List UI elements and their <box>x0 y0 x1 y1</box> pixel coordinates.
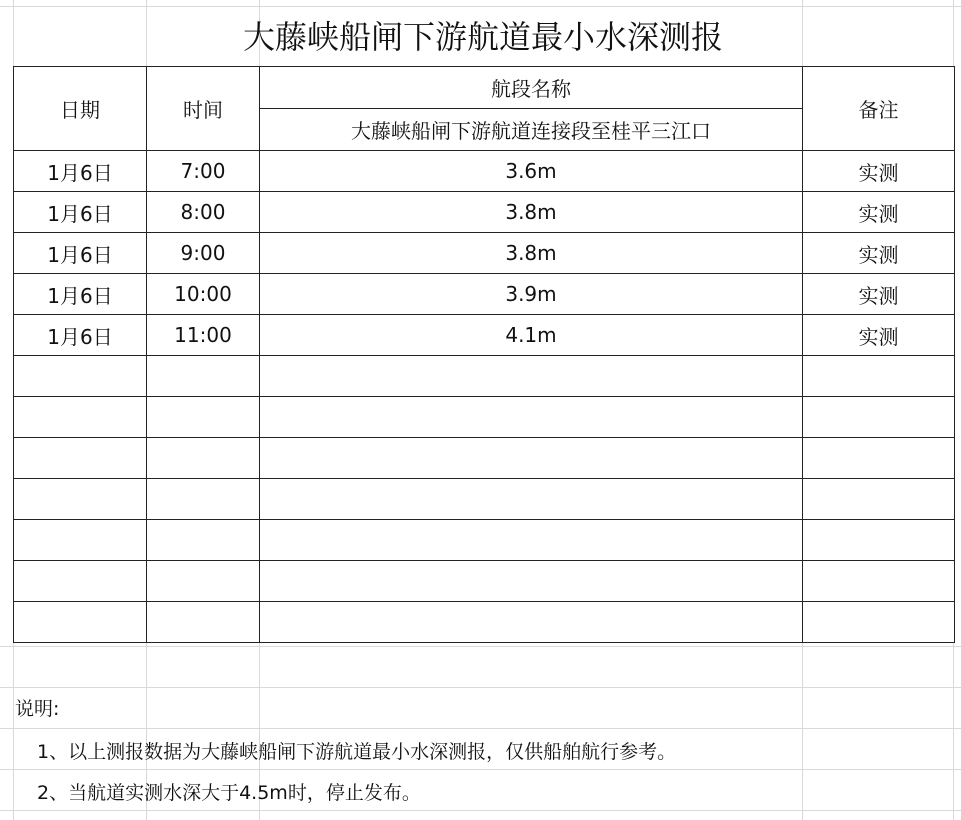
grid-line <box>0 810 961 811</box>
empty-cell[interactable] <box>147 356 260 397</box>
empty-cell[interactable] <box>147 520 260 561</box>
cell-remark[interactable]: 实测 <box>803 151 955 192</box>
grid-line <box>0 6 961 7</box>
grid-line <box>0 646 961 647</box>
empty-cell[interactable] <box>14 479 147 520</box>
empty-cell[interactable] <box>803 520 955 561</box>
table-row <box>14 233 955 274</box>
cell-date[interactable]: 1月6日 <box>14 274 147 315</box>
header-remark[interactable]: 备注 <box>803 67 955 151</box>
empty-cell[interactable] <box>260 397 803 438</box>
table-row <box>14 192 955 233</box>
cell-time[interactable]: 7:00 <box>147 151 260 192</box>
report-title: 大藤峡船闸下游航道最小水深测报 <box>242 18 723 56</box>
depth-report-table <box>13 66 955 643</box>
empty-row <box>14 479 955 520</box>
note-item: 2、当航道实测水深大于4.5m时，停止发布。 <box>37 782 421 804</box>
cell-remark[interactable]: 实测 <box>803 192 955 233</box>
empty-cell[interactable] <box>260 479 803 520</box>
cell-depth[interactable]: 3.9m <box>260 274 803 315</box>
empty-row <box>14 520 955 561</box>
header-date[interactable]: 日期 <box>14 67 147 151</box>
empty-cell[interactable] <box>803 602 955 643</box>
empty-cell[interactable] <box>14 438 147 479</box>
empty-cell[interactable] <box>147 561 260 602</box>
empty-cell[interactable] <box>803 438 955 479</box>
header-time[interactable]: 时间 <box>147 67 260 151</box>
notes-title: 说明: <box>15 698 60 720</box>
empty-row <box>14 397 955 438</box>
empty-cell[interactable] <box>14 602 147 643</box>
empty-cell[interactable] <box>14 356 147 397</box>
cell-depth[interactable]: 3.6m <box>260 151 803 192</box>
header-segment-name[interactable]: 大藤峡船闸下游航道连接段至桂平三江口 <box>260 109 803 151</box>
table-row <box>14 315 955 356</box>
cell-remark[interactable]: 实测 <box>803 274 955 315</box>
empty-cell[interactable] <box>14 561 147 602</box>
table-row <box>14 274 955 315</box>
table-row <box>14 151 955 192</box>
empty-cell[interactable] <box>14 520 147 561</box>
cell-date[interactable]: 1月6日 <box>14 315 147 356</box>
cell-time[interactable]: 9:00 <box>147 233 260 274</box>
empty-cell[interactable] <box>803 479 955 520</box>
empty-cell[interactable] <box>260 520 803 561</box>
cell-date[interactable]: 1月6日 <box>14 192 147 233</box>
empty-cell[interactable] <box>147 438 260 479</box>
empty-cell[interactable] <box>260 438 803 479</box>
empty-row <box>14 561 955 602</box>
cell-time[interactable]: 10:00 <box>147 274 260 315</box>
empty-cell[interactable] <box>147 479 260 520</box>
empty-row <box>14 356 955 397</box>
cell-depth[interactable]: 3.8m <box>260 233 803 274</box>
cell-time[interactable]: 8:00 <box>147 192 260 233</box>
empty-cell[interactable] <box>803 561 955 602</box>
header-segment-label[interactable]: 航段名称 <box>260 67 803 109</box>
grid-line <box>0 728 961 729</box>
empty-cell[interactable] <box>260 561 803 602</box>
empty-cell[interactable] <box>147 602 260 643</box>
empty-cell[interactable] <box>803 397 955 438</box>
empty-row <box>14 438 955 479</box>
empty-cell[interactable] <box>803 356 955 397</box>
grid-line <box>0 769 961 770</box>
cell-remark[interactable]: 实测 <box>803 315 955 356</box>
empty-row <box>14 602 955 643</box>
cell-depth[interactable]: 4.1m <box>260 315 803 356</box>
cell-depth[interactable]: 3.8m <box>260 192 803 233</box>
empty-cell[interactable] <box>260 356 803 397</box>
cell-remark[interactable]: 实测 <box>803 233 955 274</box>
cell-date[interactable]: 1月6日 <box>14 233 147 274</box>
empty-cell[interactable] <box>14 397 147 438</box>
empty-cell[interactable] <box>147 397 260 438</box>
cell-date[interactable]: 1月6日 <box>14 151 147 192</box>
note-item: 1、以上测报数据为大藤峡船闸下游航道最小水深测报，仅供船舶航行参考。 <box>37 741 677 763</box>
grid-line <box>0 687 961 688</box>
empty-cell[interactable] <box>260 602 803 643</box>
cell-time[interactable]: 11:00 <box>147 315 260 356</box>
